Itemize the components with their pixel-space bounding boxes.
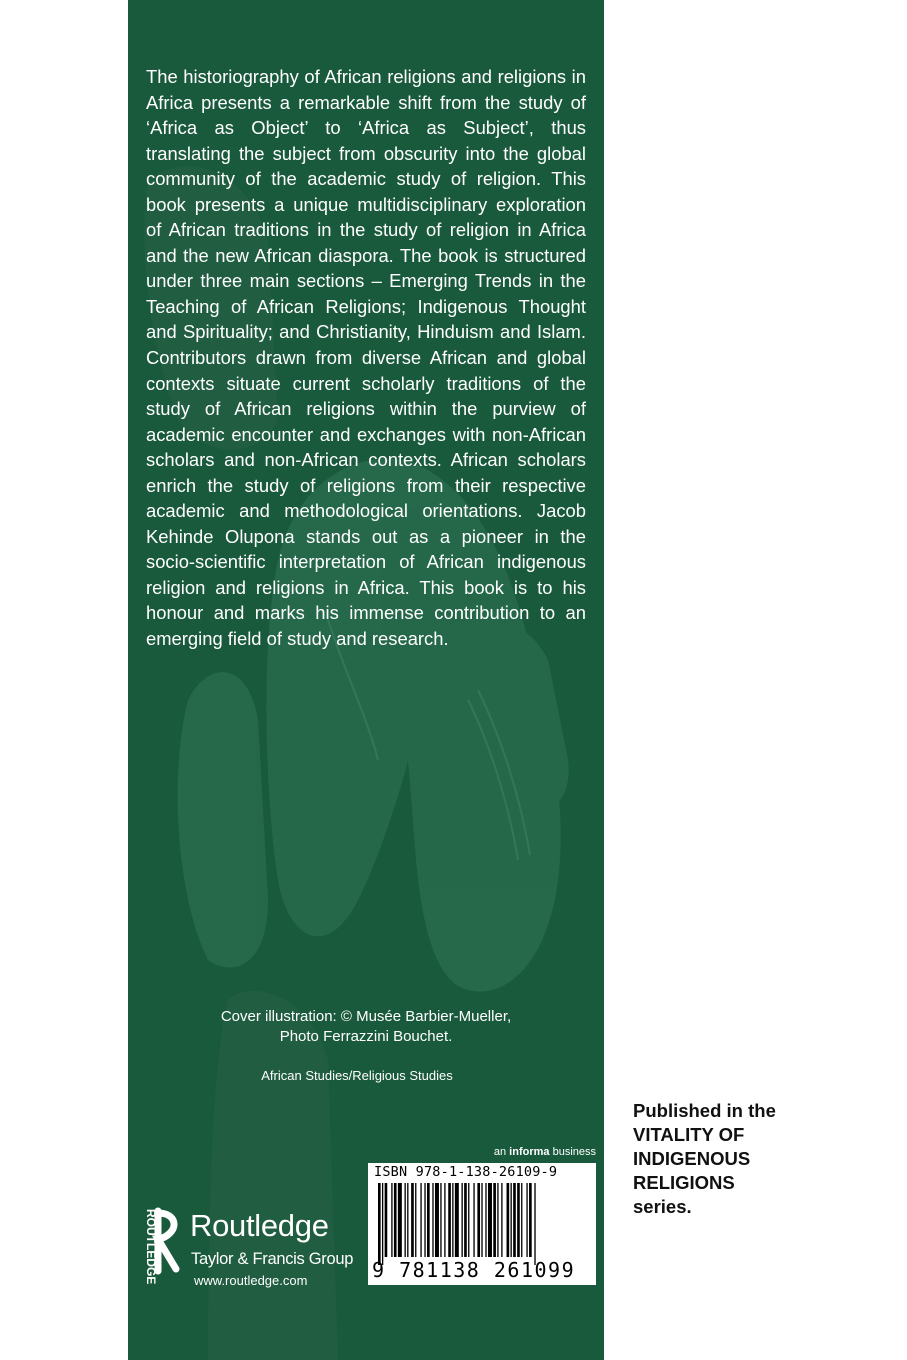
barcode-bar bbox=[517, 1183, 520, 1257]
informa-suffix: business bbox=[552, 1146, 596, 1158]
barcode-bar bbox=[378, 1183, 381, 1265]
series-line-3: INDIGENOUS bbox=[633, 1148, 751, 1169]
isbn-number: ISBN 978-1-138-26109-9 bbox=[374, 1164, 558, 1180]
barcode-bar bbox=[493, 1183, 496, 1257]
barcode-bar bbox=[405, 1183, 406, 1257]
barcode-bar bbox=[444, 1183, 445, 1257]
barcode-bar bbox=[427, 1183, 430, 1257]
barcode-bar bbox=[529, 1183, 532, 1257]
barcode-bar bbox=[394, 1183, 397, 1257]
barcode-bar bbox=[485, 1183, 486, 1257]
barcode-bar bbox=[455, 1183, 459, 1257]
barcode-bar bbox=[461, 1183, 462, 1257]
barcode-bar bbox=[407, 1183, 408, 1257]
barcode-bar bbox=[424, 1183, 425, 1257]
routledge-logo-icon bbox=[134, 1205, 186, 1285]
ean-number: 9 781138 261099 bbox=[372, 1258, 576, 1282]
publisher-url[interactable]: www.routledge.com bbox=[194, 1273, 308, 1288]
barcode-bar bbox=[420, 1183, 421, 1257]
barcode-bar bbox=[497, 1183, 498, 1257]
barcode-bar bbox=[398, 1183, 402, 1257]
publisher-group: Taylor & Francis Group bbox=[191, 1250, 354, 1268]
barcode-bar bbox=[385, 1183, 388, 1257]
back-cover-panel bbox=[128, 0, 604, 1360]
barcode-bar bbox=[501, 1183, 502, 1257]
barcode-bar bbox=[468, 1183, 469, 1257]
informa-brand: informa bbox=[509, 1146, 550, 1158]
barcode-bar bbox=[448, 1183, 451, 1257]
barcode-bar bbox=[526, 1183, 527, 1257]
barcode-bar bbox=[452, 1183, 453, 1257]
barcode-bar bbox=[473, 1183, 474, 1257]
barcode-bar bbox=[511, 1183, 512, 1257]
series-line-4: RELIGIONS bbox=[633, 1172, 735, 1193]
informa-prefix: an bbox=[493, 1146, 507, 1158]
barcode-bar bbox=[513, 1183, 516, 1257]
barcode-bar bbox=[391, 1183, 392, 1257]
isbn-barcode bbox=[368, 1163, 596, 1285]
barcode-bar bbox=[415, 1183, 416, 1257]
barcode-bar bbox=[464, 1183, 467, 1257]
subject-category: African Studies/Religious Studies bbox=[261, 1068, 453, 1083]
series-line-1: Published in the bbox=[633, 1100, 776, 1121]
series-line-5: series. bbox=[633, 1196, 692, 1217]
series-note bbox=[633, 1099, 833, 1219]
routledge-vertical-mark: ROUTLEDGE bbox=[144, 1209, 158, 1285]
barcode-bar bbox=[534, 1183, 535, 1265]
barcode-bar bbox=[481, 1183, 482, 1257]
barcode-bar bbox=[507, 1183, 510, 1257]
cover-credit-line-1: Cover illustration: © Musée Barbier-Mueller, bbox=[220, 1008, 512, 1025]
barcode-bar bbox=[432, 1183, 433, 1257]
barcode-bar bbox=[521, 1183, 522, 1257]
barcode-bar bbox=[382, 1183, 383, 1265]
publisher-name: Routledge bbox=[190, 1208, 329, 1243]
barcode-bar bbox=[440, 1183, 441, 1257]
barcode-bar bbox=[435, 1183, 439, 1257]
series-line-2: VITALITY OF bbox=[633, 1124, 745, 1145]
description-blurb: The historiography of African religions and religions in Africa presents a remarkable shift from the study of ‘Africa as Object’ to ‘Africa as Subject’, thus translating the subject from obscurity into the global community of the academic study of religion. This book presents a unique multidisciplinary exploration of African traditions in the study of religion in Africa and the new African diaspora. The book is structured under three main sections – Emerging Trends in the Teaching of African Religions; Indigenous Thought and Spirituality; and Christianity, Hinduism and Islam. Contributors drawn from diverse African and global contexts situate current scholarly traditions of the study of African religions within the purview of academic encounter and exchanges with non-African scholars and non-African contexts. African scholars enrich the study of religions from their respective academic and methodological orientations. Jacob Kehinde Olupona stands out as a pioneer in the socio-scientific interpretation of African indigenous religion and religions in Africa. This book is to his honour and marks his immense contribution to an emerging field of study and research. bbox=[146, 66, 586, 650]
cover-credit-line-2: Photo Ferrazzini Bouchet. bbox=[279, 1028, 453, 1045]
barcode-bar bbox=[488, 1183, 492, 1257]
informa-tagline bbox=[494, 1146, 596, 1158]
barcode-bar bbox=[477, 1183, 480, 1257]
barcode-bar bbox=[411, 1183, 414, 1257]
